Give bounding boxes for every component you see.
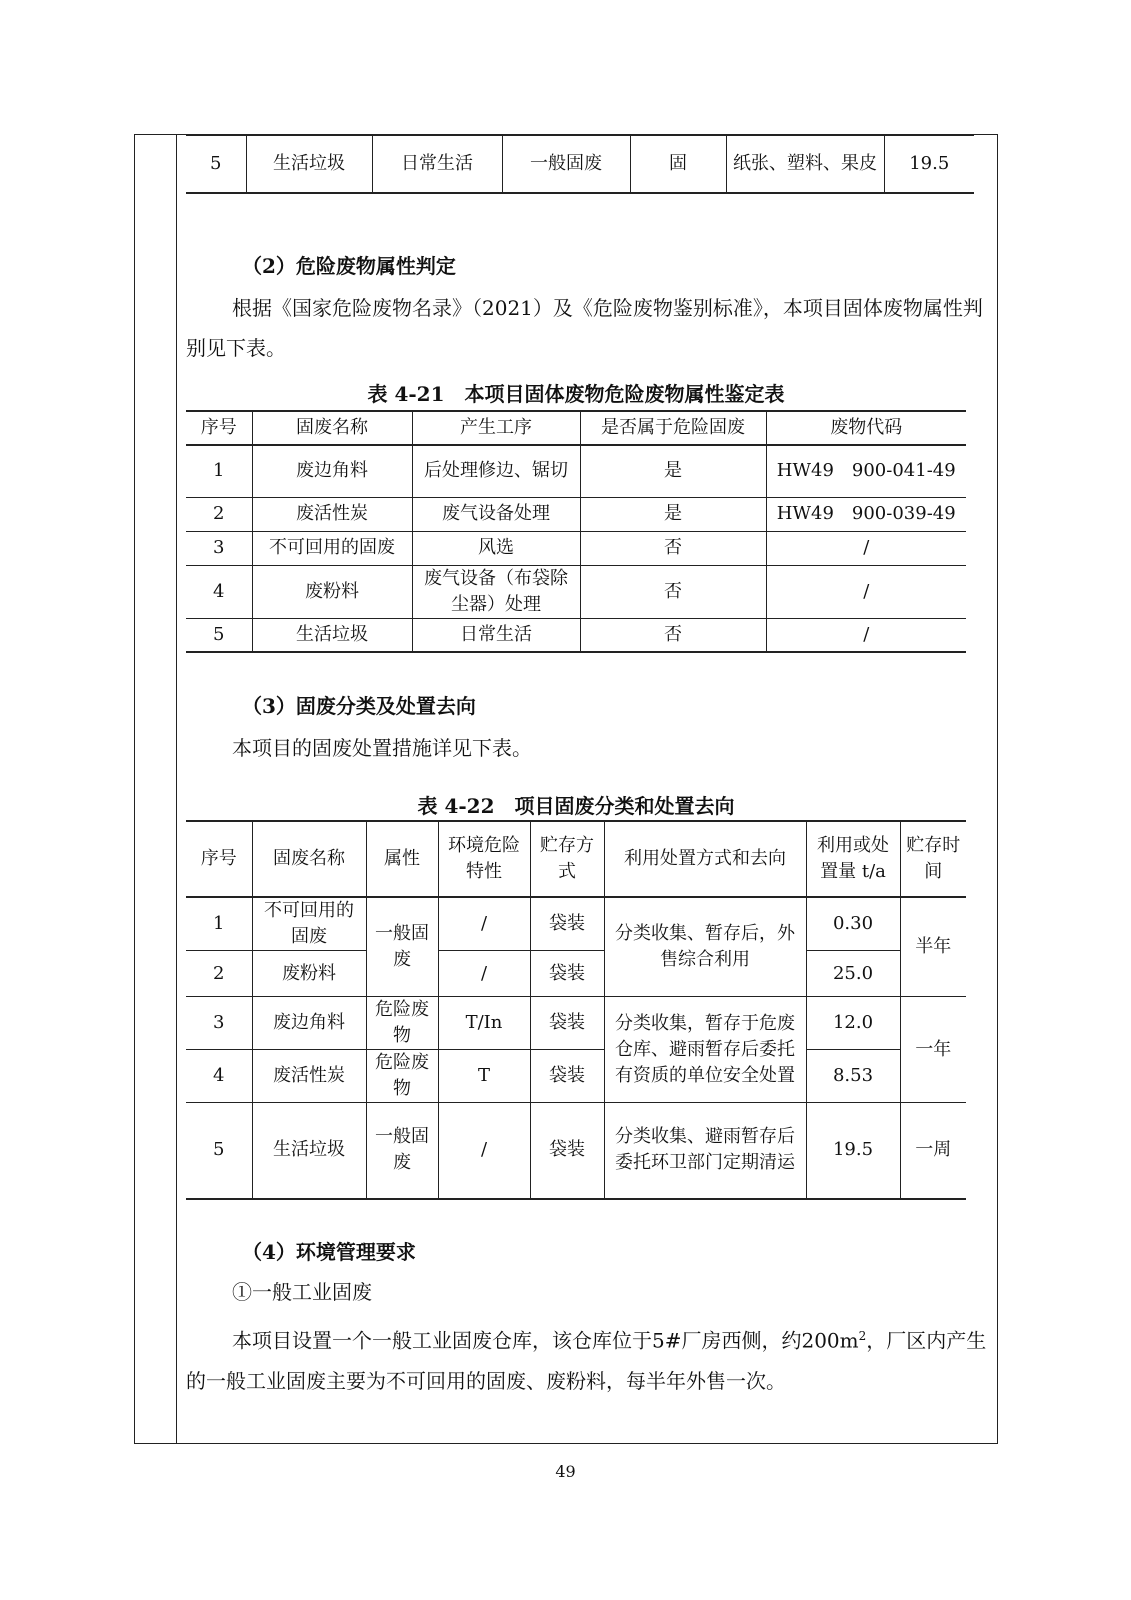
table-cell: 废粉料: [252, 951, 366, 997]
table-row: [186, 445, 966, 497]
table-cell: 分类收集、暂存后，外售综合利用: [604, 897, 806, 997]
table-cell: 2: [186, 497, 252, 531]
table-cell: 是: [580, 445, 766, 497]
table-cell: /: [438, 1103, 530, 1199]
table-cell: 不可回用的固废: [252, 531, 412, 565]
table-cell: 5: [186, 618, 252, 652]
table-cell: 1: [186, 897, 252, 951]
section-2-paragraph: 根据《国家危险废物名录》（2021）及《危险废物鉴别标准》，本项目固体废物属性判别见下表。: [186, 296, 983, 360]
section-4-subheading: ①一般工业固废: [232, 1280, 372, 1304]
table-cell: /: [766, 565, 966, 618]
table-cell: 危险废物: [366, 1050, 438, 1103]
table-cell: 废活性炭: [252, 497, 412, 531]
table-cell: 2: [186, 951, 252, 997]
table-cell: 生活垃圾: [246, 135, 372, 193]
table-cell: 废边角料: [252, 997, 366, 1050]
column-header: 贮存方式: [530, 821, 604, 897]
table-cell: T/In: [438, 997, 530, 1050]
section-3-heading: （3）固废分类及处置去向: [242, 694, 476, 718]
column-header: 固废名称: [252, 411, 412, 445]
table-4-21: [186, 410, 990, 653]
table-4-21-caption: 表 4-21 本项目固体废物危险废物属性鉴定表: [367, 382, 785, 406]
table-cell: 袋装: [530, 1050, 604, 1103]
table-cell: 5: [186, 135, 246, 193]
column-header: 贮存时间: [900, 821, 966, 897]
table-row: [186, 897, 966, 951]
table-cell: 废活性炭: [252, 1050, 366, 1103]
table-row: [186, 531, 966, 565]
table-cell: 25.0: [806, 951, 900, 997]
table-cell: 分类收集，暂存于危废仓库、避雨暂存后委托有资质的单位安全处置: [604, 997, 806, 1103]
column-header: 属性: [366, 821, 438, 897]
table-cell: 是: [580, 497, 766, 531]
table-cell: 风选: [412, 531, 580, 565]
table-row: [186, 565, 966, 618]
table-cell: T: [438, 1050, 530, 1103]
table-cell: HW49 900-039-49: [766, 497, 966, 531]
table-row: [186, 497, 966, 531]
table-cell: HW49 900-041-49: [766, 445, 966, 497]
column-header: 利用处置方式和去向: [604, 821, 806, 897]
table-header-row: [186, 411, 966, 445]
table-row: [186, 135, 974, 193]
table-cell: 袋装: [530, 951, 604, 997]
table-cell: /: [438, 897, 530, 951]
table-cell: 分类收集、避雨暂存后委托环卫部门定期清运: [604, 1103, 806, 1199]
table-cell: 一周: [900, 1103, 966, 1199]
table-cell: 一般固废: [366, 897, 438, 997]
table-cell: 一般固废: [502, 135, 630, 193]
table-4-22: [186, 820, 990, 1200]
table-cell: 4: [186, 1050, 252, 1103]
table-header-row: [186, 821, 966, 897]
column-header: 固废名称: [252, 821, 366, 897]
table-4-22-caption: 表 4-22 项目固废分类和处置去向: [417, 794, 735, 818]
table-cell: 袋装: [530, 997, 604, 1050]
table-cell: 4: [186, 565, 252, 618]
table-cell: 袋装: [530, 897, 604, 951]
section-2-heading: （2）危险废物属性判定: [242, 254, 456, 278]
column-header: 序号: [186, 821, 252, 897]
table-cell: 废边角料: [252, 445, 412, 497]
paragraph-text: ，厂区内产生的一般工业固废主要为不可回用的固废、废粉料，每半年外售一次。: [186, 1328, 987, 1393]
table-row: [186, 951, 966, 997]
table-cell: 废气设备（布袋除尘器）处理: [412, 565, 580, 618]
column-header: 环境危险特性: [438, 821, 530, 897]
table-cell: /: [438, 951, 530, 997]
frame-divider: [176, 134, 177, 1444]
table-cell: 一般固废: [366, 1103, 438, 1199]
table-cell: 8.53: [806, 1050, 900, 1103]
table-cell: 废粉料: [252, 565, 412, 618]
table-cell: 3: [186, 531, 252, 565]
table-cell: 否: [580, 618, 766, 652]
table-cell: 0.30: [806, 897, 900, 951]
table-cell: 危险废物: [366, 997, 438, 1050]
table-cell: 5: [186, 1103, 252, 1199]
table-cell: 半年: [900, 897, 966, 997]
table-cell: 固: [630, 135, 726, 193]
table-cell: 一年: [900, 997, 966, 1103]
table-cell: 否: [580, 565, 766, 618]
column-header: 产生工序: [412, 411, 580, 445]
section-4-paragraph: [186, 1316, 988, 1401]
paragraph-text: 本项目设置一个一般工业固废仓库，该仓库位于5#厂房西侧，约200m: [232, 1328, 859, 1353]
table-prev-continuation: [186, 134, 990, 194]
table-cell: 生活垃圾: [252, 1103, 366, 1199]
table-cell: /: [766, 618, 966, 652]
column-header: 废物代码: [766, 411, 966, 445]
section-4-heading: （4）环境管理要求: [242, 1240, 416, 1264]
table-cell: 否: [580, 531, 766, 565]
table-cell: 废气设备处理: [412, 497, 580, 531]
table-row: [186, 618, 966, 652]
column-header: 序号: [186, 411, 252, 445]
table-cell: /: [766, 531, 966, 565]
table-row: [186, 997, 966, 1050]
table-row: [186, 1103, 966, 1199]
section-3-paragraph: 本项目的固废处置措施详见下表。: [232, 736, 532, 760]
table-cell: 3: [186, 997, 252, 1050]
table-cell: 日常生活: [412, 618, 580, 652]
page-number: 49: [555, 1462, 576, 1481]
table-row: [186, 1050, 966, 1103]
column-header: 利用或处置量 t/a: [806, 821, 900, 897]
table-cell: 纸张、塑料、果皮: [726, 135, 884, 193]
table-cell: 19.5: [806, 1103, 900, 1199]
table-cell: 后处理修边、锯切: [412, 445, 580, 497]
column-header: 是否属于危险固废: [580, 411, 766, 445]
table-cell: 生活垃圾: [252, 618, 412, 652]
table-cell: 12.0: [806, 997, 900, 1050]
superscript: 2: [858, 1329, 867, 1343]
table-cell: 日常生活: [372, 135, 502, 193]
table-cell: 19.5: [884, 135, 974, 193]
table-cell: 1: [186, 445, 252, 497]
table-cell: 袋装: [530, 1103, 604, 1199]
table-cell: 不可回用的固废: [252, 897, 366, 951]
